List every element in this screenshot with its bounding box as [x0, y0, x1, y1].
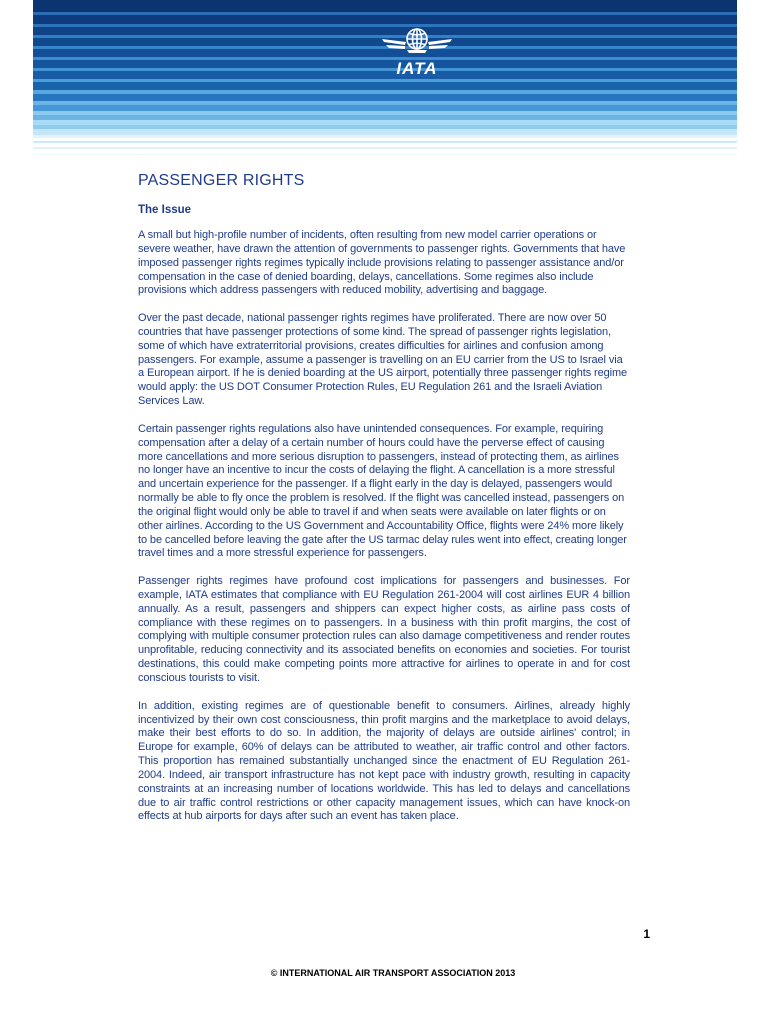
header-stripe: [33, 154, 737, 155]
header-banner: [33, 0, 737, 160]
paragraph: Certain passenger rights regulations also have unintended consequences. For example, requiring compensation after a delay of a certain number of hours could have the perverse effect of causing more cancellations and more serious disruption to passengers, instead of protecting them, as airlines no longer have an incentive to incur the costs of delaying the flight. A cancellation is a more stressful and uncertain experience for the passenger. If a flight early in the day is delayed, passengers would normally be able to fly once the problem is resolved. If the flight was cancelled instead, passengers on the original flight would only be able to travel if and when seats were available on later flights or on other airlines. According to the US Government and Accountability Office, flights were 24% more likely to be cancelled before leaving the gate after the US tarmac delay rules went into effect, creating longer travel times and a more stressful experience for passengers.: [138, 422, 627, 560]
logo-text: IATA: [396, 59, 438, 78]
page-title: PASSENGER RIGHTS: [138, 172, 305, 189]
copyright-footer: © INTERNATIONAL AIR TRANSPORT ASSOCIATION 2013: [270, 968, 516, 978]
header-stripe: [33, 0, 737, 12]
paragraph: Over the past decade, national passenger rights regimes have proliferated. There are now over 50 countries that have passenger protections of some kind. The spread of passenger rights legislation, some of which have extraterritorial provisions, creates difficulties for airlines and confusion among passengers. For example, assume a passenger is travelling on an EU carrier from the US to Israel via a European airport. If he is denied boarding at the US airport, potentially three passenger rights regime would apply: the US DOT Consumer Protection Rules, EU Regulation 261 and the Israeli Aviation Services Law.: [138, 312, 628, 408]
page-number: 1: [643, 927, 650, 941]
header-stripe: [33, 141, 737, 143]
header-stripe: [33, 135, 737, 138]
paragraph: A small but high-profile number of incidents, often resulting from new model carrier operations or severe weather, have drawn the attention of governments to passenger rights. Governments that have imposed passenger rights regimes typically include provisions relating to passenger assistance and/or compensation in the case of denied boarding, delays, cancellations. Some regimes also include provisions which address passengers with reduced mobility, advertising and baggage.: [138, 229, 626, 297]
header-stripe: [33, 15, 737, 24]
document-body: [138, 172, 630, 838]
header-stripe: [33, 82, 737, 90]
paragraph: Passenger rights regimes have profound cost implications for passengers and businesses. For example, IATA estimates that compliance with EU Regulation 261-2004 will cost airlines EUR 4 billion annually. As a result, passengers and shippers can expect higher costs, as airline pass costs of compliance with these regimes on to passengers. In a business with thin profit margins, the cost of complying with multiple consumer protection rules can also damage competitiveness and render routes unprofitable, reducing connectivity and its associated benefits on economies and societies. For tourist destinations, this could make competing points more attractive for airlines to operate in and for cost conscious tourists to visit.: [138, 575, 630, 684]
header-stripe: [33, 94, 737, 101]
paragraph: In addition, existing regimes are of questionable benefit to consumers. Airlines, already highly incentivized by their own cost consciousness, thin profit margins and the marketplace to avoid delays, make their best efforts to do so. In addition, the majority of delays are outside airlines' control; in Europe for example, 60% of delays can be attributed to weather, air traffic control and other factors. This proportion has remained substantially unchanged since the enactment of EU Regulation 261-2004. Indeed, air transport infrastructure has not kept pace with industry growth, resulting in capacity constraints at an increasing number of locations worldwide. This has led to delays and cancellations due to air traffic control restrictions or other capacity management issues, which can have knock-on effects at hub airports for days after such an event has taken place.: [138, 699, 630, 823]
header-stripe: [33, 147, 737, 149]
iata-logo: [374, 26, 460, 82]
section-heading: The Issue: [138, 204, 192, 216]
globe-wings-icon: [380, 26, 454, 58]
